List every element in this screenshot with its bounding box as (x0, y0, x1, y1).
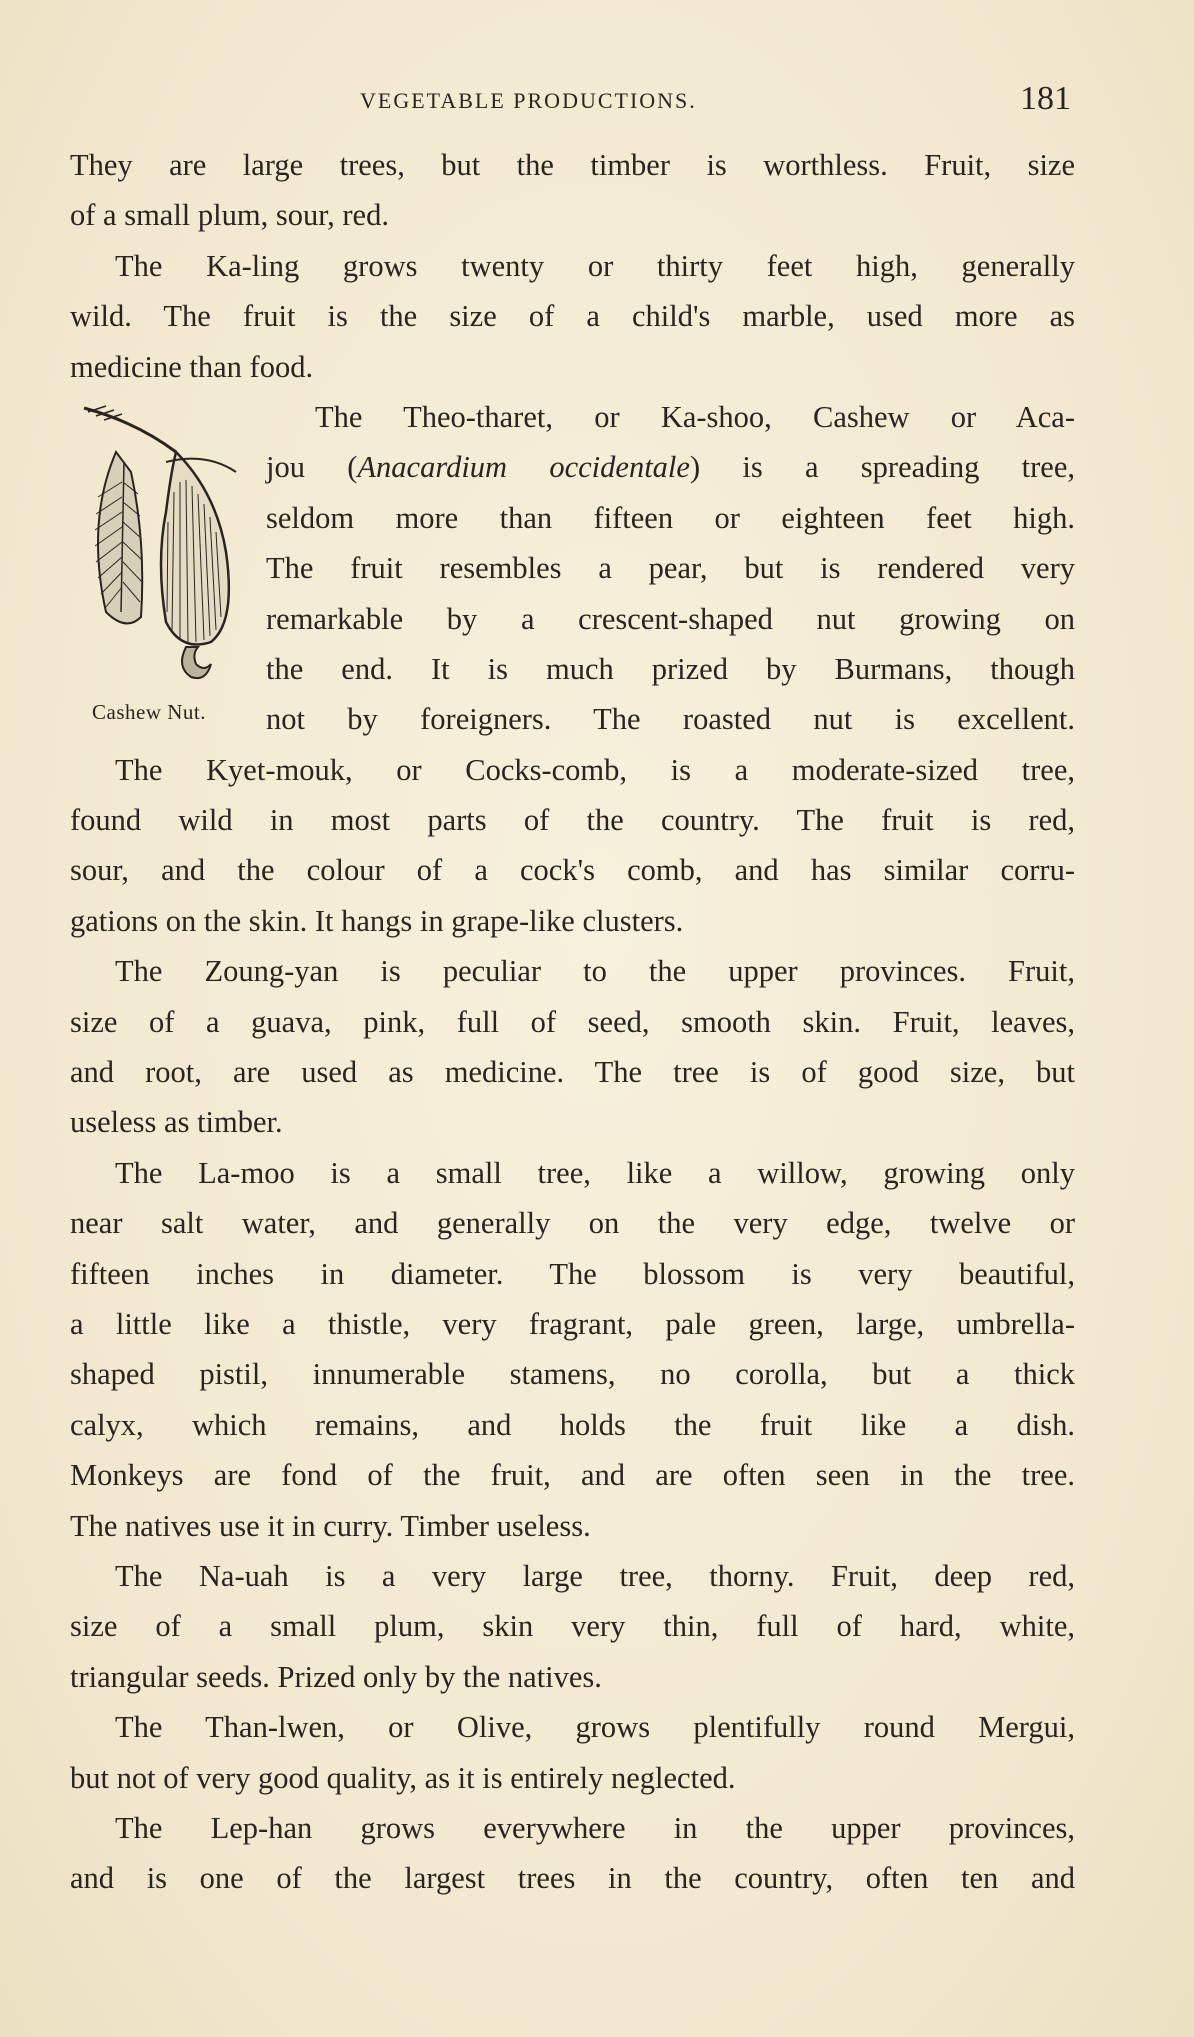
text-line (70, 442, 1075, 492)
running-title: VEGETABLE PRODUCTIONS. (360, 88, 697, 113)
text-line: fifteen inches in diameter. The blossom is very beautiful, (70, 1256, 1075, 1291)
text-line: The natives use it in curry. Timber useless. (70, 1508, 591, 1543)
text-line: They are large trees, but the timber is worthless. Fruit, size (70, 148, 1075, 182)
text-line: The Kyet-mouk, or Cocks-comb, is a moderate-sized tree, (115, 752, 1075, 787)
text-line: found wild in most parts of the country. The fruit is red, (70, 803, 1075, 838)
text-line: The Lep-han grows everywhere in the upper provinces, (115, 1810, 1075, 1845)
text-line: size of a guava, pink, full of seed, smooth skin. Fruit, leaves, (70, 1004, 1075, 1039)
text-line: shaped pistil, innumerable stamens, no corolla, but a thick (70, 1357, 1075, 1392)
text-line: and root, are used as medicine. The tree is of good size, but (70, 1055, 1075, 1090)
text-line: but not of very good quality, as it is entirely neglected. (70, 1760, 736, 1795)
text-line: not by foreigners. The roasted nut is excellent. (266, 702, 1075, 737)
latin-name: Anacardium occidentale (357, 450, 690, 485)
text-line: the end. It is much prized by Burmans, though (266, 651, 1075, 686)
text-line: The Than-lwen, or Olive, grows plentifully round Mergui, (115, 1710, 1075, 1745)
text-line: medicine than food. (70, 349, 314, 384)
figure-caption: Cashew Nut. (92, 700, 206, 724)
text-line: near salt water, and generally on the very edge, twelve or (70, 1206, 1075, 1241)
text-line: wild. The fruit is the size of a child's marble, used more as (70, 299, 1075, 334)
text-line: seldom more than fifteen or eighteen feet high. (266, 500, 1075, 535)
text-line: The Theo-tharet, or Ka-shoo, Cashew or Aca- (315, 399, 1075, 434)
page-number: 181 (1020, 80, 1071, 117)
text-line: calyx, which remains, and holds the fruit like a dish. (70, 1407, 1075, 1442)
text-line: useless as timber. (70, 1105, 283, 1140)
running-head (0, 80, 1194, 120)
text-line: triangular seeds. Prized only by the natives. (70, 1659, 602, 1694)
text-line: The La-moo is a small tree, like a willow, growing only (115, 1155, 1075, 1190)
text-line: sour, and the colour of a cock's comb, and has similar corru- (70, 853, 1075, 888)
text-span: ) is a spreading tree, (689, 450, 1075, 485)
text-line: The Zoung-yan is peculiar to the upper provinces. Fruit, (115, 954, 1075, 989)
text-line: The Ka-ling grows twenty or thirty feet high, generally (115, 248, 1075, 283)
body-text (70, 140, 1075, 1904)
text-line: a little like a thistle, very fragrant, pale green, large, umbrella- (70, 1306, 1075, 1341)
text-line: size of a small plum, skin very thin, full of hard, white, (70, 1609, 1075, 1644)
text-line: Monkeys are fond of the fruit, and are often seen in the tree. (70, 1458, 1075, 1493)
text-line: gations on the skin. It hangs in grape-like clusters. (70, 903, 684, 938)
text-line: remarkable by a crescent-shaped nut growing on (266, 601, 1075, 636)
text-line: and is one of the largest trees in the country, often ten and (70, 1861, 1075, 1896)
text-span: jou ( (266, 450, 358, 485)
text-line: The fruit resembles a pear, but is rendered very (266, 551, 1075, 586)
text-line: The Na-uah is a very large tree, thorny. Fruit, deep red, (115, 1558, 1075, 1593)
text-line: of a small plum, sour, red. (70, 198, 389, 233)
